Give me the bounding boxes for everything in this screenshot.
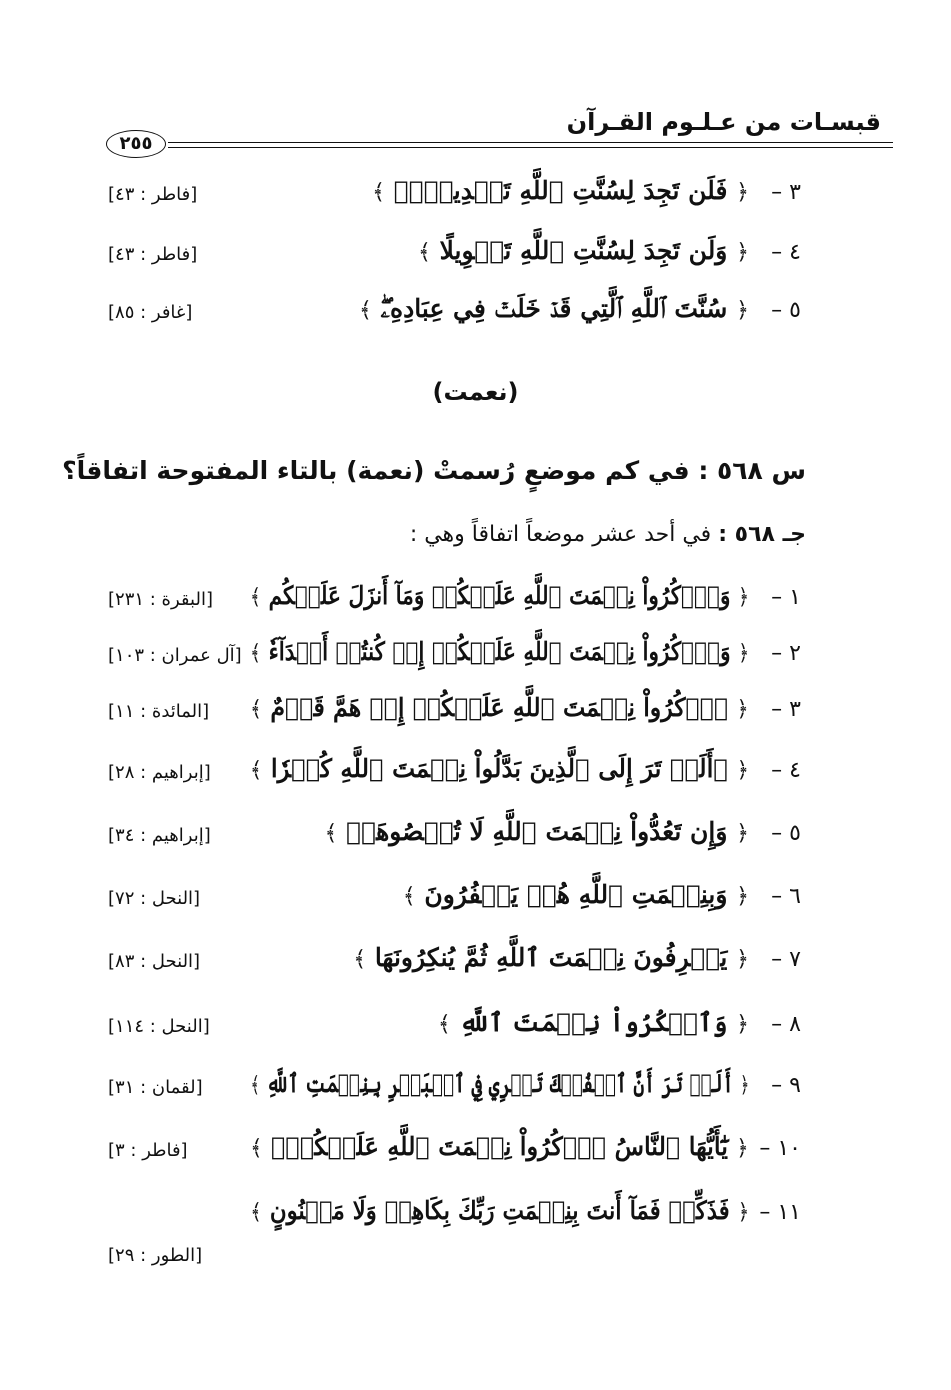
verse-reference: [النحل : ٧٢] xyxy=(108,888,201,909)
verse-number: ٧ – xyxy=(771,947,801,972)
answer-label: جـ ٥٦٨ : xyxy=(718,522,806,547)
verse-number: ٣ – xyxy=(771,180,801,205)
verse-reference: [إبراهيم : ٣٤] xyxy=(108,825,211,846)
verse-number: ٦ – xyxy=(771,884,801,909)
header-rule xyxy=(168,147,893,148)
verse-number: ٤ – xyxy=(771,240,801,265)
verse-reference: [آل عمران : ١٠٣] xyxy=(108,645,242,666)
verse-number: ٥ – xyxy=(771,821,801,846)
question-text: في كم موضعٍ رُسمتْ (نعمة) بالتاء المفتوحة اتفاقاً؟ xyxy=(62,456,690,485)
verse-text: ﴿ وَٱذۡكُرُواْ نِعۡمَتَ ٱللَّهِ عَلَيۡكُمۡ وَمَآ أَنزَلَ عَلَيۡكُم ﴾ xyxy=(249,581,749,610)
verse-text: ﴿ فَلَن تَجِدَ لِسُنَّتِ ٱللَّهِ تَبۡدِيلًاۖ ﴾ xyxy=(372,176,749,205)
verse-text: ﴿ وَإِن تَعُدُّواْ نِعۡمَتَ ٱللَّهِ لَا تُحۡصُوهَآۗ ﴾ xyxy=(324,817,749,846)
verse-text: ﴿ فَذَكِّرۡ فَمَآ أَنتَ بِنِعۡمَتِ رَبِّكَ بِكَاهِنٖ وَلَا مَجۡنُونٍ ﴾ xyxy=(249,1196,749,1225)
verse-number: ٢ – xyxy=(771,641,801,666)
verse-reference: [البقرة : ٢٣١] xyxy=(108,589,213,610)
verse-number: ٥ – xyxy=(771,298,801,323)
verse-text: ﴿ أَلَمۡ تَرَ أَنَّ ٱلۡفُلۡكَ تَجۡرِي فِي ٱلۡبَحۡرِ بِنِعۡمَتِ ٱللَّهِ ﴾ xyxy=(249,1069,749,1098)
verse-number: ٩ – xyxy=(771,1073,801,1098)
verse-number: ١ – xyxy=(771,585,801,610)
verse-reference: [المائدة : ١١] xyxy=(108,701,210,722)
verse-reference: [إبراهيم : ٢٨] xyxy=(108,762,211,783)
verse-number: ٤ – xyxy=(771,758,801,783)
verse-reference: [فاطر : ٤٣] xyxy=(108,244,198,265)
verse-reference: [الطور : ٢٩] xyxy=(108,1245,203,1266)
verse-text: ﴿ ٱذۡكُرُواْ نِعۡمَتَ ٱللَّهِ عَلَيۡكُمۡ إِذۡ هَمَّ قَوۡمٌ ﴾ xyxy=(250,693,749,722)
verse-text: ﴿ وَلَن تَجِدَ لِسُنَّتِ ٱللَّهِ تَحۡوِيلًا ﴾ xyxy=(417,236,749,265)
verse-number: ٨ – xyxy=(771,1012,801,1037)
verse-text: ﴿ وَبِنِعۡمَتِ ٱللَّهِ هُمۡ يَكۡفُرُونَ ﴾ xyxy=(402,880,749,909)
verse-number: ٣ – xyxy=(771,697,801,722)
verse-reference: [النحل : ١١٤] xyxy=(108,1016,210,1037)
running-header-title: قبسـات من عـلـوم القـرآن xyxy=(566,108,881,136)
question-label: س ٥٦٨ : xyxy=(698,456,806,485)
verse-number: ١٠ – xyxy=(759,1136,801,1161)
header-rule xyxy=(168,142,893,143)
answer xyxy=(410,522,806,547)
verse-text: ﴿ ۞أَلَمۡ تَرَ إِلَى ٱلَّذِينَ بَدَّلُواْ نِعۡمَتَ ٱللَّهِ كُفۡرٗا ﴾ xyxy=(249,754,749,783)
answer-text: في أحد عشر موضعاً اتفاقاً وهي : xyxy=(409,522,712,547)
verse-reference: [غافر : ٨٥] xyxy=(108,302,193,323)
verse-text: ﴿ وَٱذۡكُرُواْ نِعۡمَتَ ٱللَّهِ عَلَيۡكُمۡ إِذۡ كُنتُمۡ أَعۡدَآءٗ ﴾ xyxy=(249,637,749,666)
verse-text: ﴿ وَٱشۡكُرُواْ نِعۡمَتَ ٱللَّهِ ﴾ xyxy=(437,1008,749,1037)
verse-reference: [لقمان : ٣١] xyxy=(108,1077,203,1098)
verse-text: ﴿ يَعۡرِفُونَ نِعۡمَتَ ٱللَّهِ ثُمَّ يُنكِرُونَهَا ﴾ xyxy=(353,943,749,972)
verse-reference: [النحل : ٨٣] xyxy=(108,951,201,972)
verse-text: ﴿ سُنَّتَ ٱللَّهِ ٱلَّتِي قَدۡ خَلَتۡ فِي عِبَادِهِۦۖ ﴾ xyxy=(358,294,749,323)
verse-reference: [فاطر : ٣] xyxy=(108,1140,188,1161)
verse-reference: [فاطر : ٤٣] xyxy=(108,184,198,205)
section-title: (نعمت) xyxy=(432,378,519,406)
verse-text: ﴿ يَٰٓأَيُّهَا ٱلنَّاسُ ٱذۡكُرُواْ نِعۡمَتَ ٱللَّهِ عَلَيۡكُمۡۚ ﴾ xyxy=(250,1132,749,1161)
verse-number: ١١ – xyxy=(759,1200,801,1225)
page-number: ٢٥٥ xyxy=(106,130,166,158)
question xyxy=(62,456,806,485)
